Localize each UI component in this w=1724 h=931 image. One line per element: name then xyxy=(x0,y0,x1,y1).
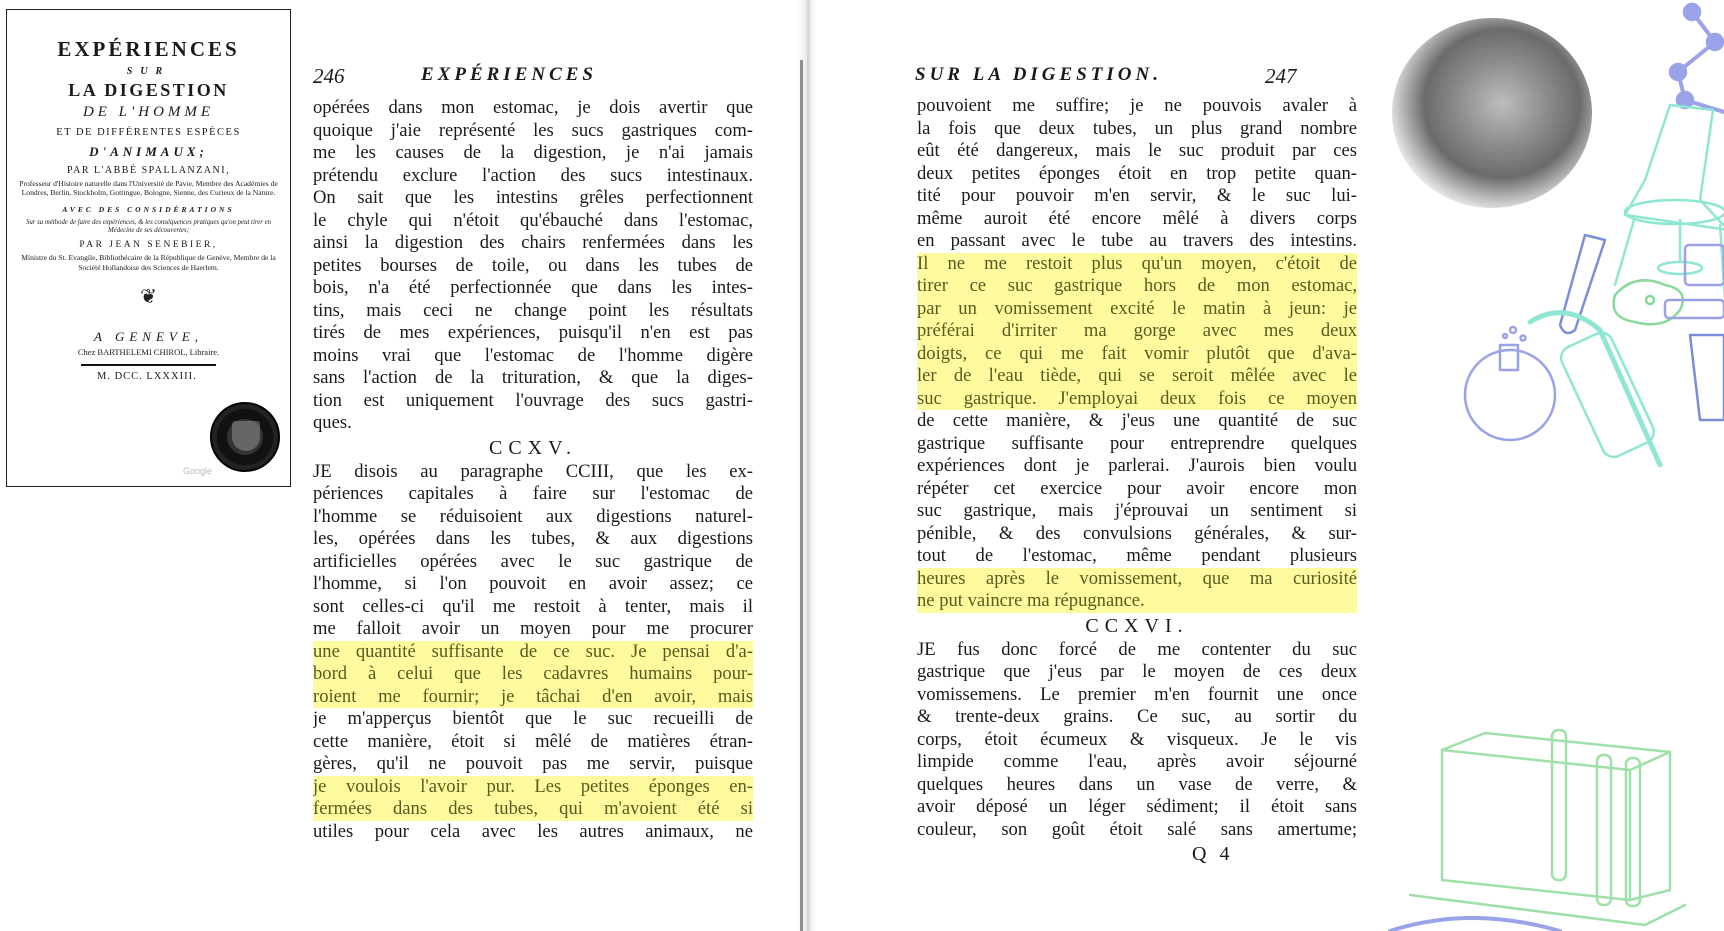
highlighted-text-line: tirer ce suc gastrique hors de mon estomac, xyxy=(917,275,1357,296)
title-page-et-de: ET DE DIFFÉRENTES ESPÉCES xyxy=(56,127,241,139)
title-page-author-titles: Professeur d'Histoire naturelle dans l'Université de Pavie, Membre des Académies de Londres, Berlin, Stockholm, Gottingue, Bologne, Sienne, des Curieux de la Nature. xyxy=(19,179,278,198)
text-line: On sait que les intestins grêles perfectionnent xyxy=(313,187,753,208)
text-line: bois, n'a été perfectionnée que dans les intes- xyxy=(313,277,753,298)
text-line: ques. xyxy=(313,412,352,433)
running-title: SUR LA DIGESTION. xyxy=(915,64,1162,85)
highlighted-text-line: suc gastrique. J'employai deux fois ce moyen xyxy=(917,387,1357,409)
text-line: quoique j'aie représenté les sucs gastriques com- xyxy=(313,119,753,141)
text-line: tion est uniquement l'ouvrage des sucs gastri- xyxy=(313,389,753,411)
left-text-block xyxy=(313,97,753,843)
title-page-de-lhomme: DE L'HOMME xyxy=(82,103,215,120)
highlighted-text-line: ler de l'eau tiède, qui se seroit mêlée avec le xyxy=(917,365,1357,386)
page-number: 247 xyxy=(1265,64,1297,88)
text-line: périences capitales à faire sur l'estomac de xyxy=(313,483,753,504)
text-line: ainsi la digestion des chairs renfermées dans les xyxy=(313,232,753,253)
section-heading: CCXV. xyxy=(489,436,577,459)
text-line: petites bourses de toile, ou dans les tubes de xyxy=(313,254,753,276)
title-page-avec: AVEC DES CONSIDÉRATIONS xyxy=(62,205,235,215)
highlighted-text-line: une quantité suffisante de ce suc. Je pensai d'a- xyxy=(313,640,753,662)
text-line: gères, qu'il ne pouvoit pas me servir, puisque xyxy=(313,753,753,774)
title-page-animaux: D'ANIMAUX; xyxy=(89,143,208,159)
running-title: EXPÉRIENCES xyxy=(421,64,597,85)
highlighted-text-line: préférai d'irriter ma gorge avec mes deux xyxy=(917,320,1357,341)
signature-mark: Q 4 xyxy=(1192,843,1234,865)
text-line: me les causes de la digestion, je n'ai jamais xyxy=(313,142,753,163)
beaker-icon xyxy=(1690,335,1724,420)
text-line: & trente-deux grains. Ce suc, au sortir du xyxy=(917,706,1357,727)
highlighted-text-line: doigts, ce qui me fait vomir plutôt que d'ava- xyxy=(917,342,1357,364)
page-edge xyxy=(800,60,803,931)
right-text-block xyxy=(917,95,1357,841)
round-flask-icon xyxy=(1465,327,1555,440)
highlighted-text-line: Il ne me restoit plus qu'un moyen, c'étoit de xyxy=(917,252,1357,274)
highlighted-text-line: ne put vaincre ma répugnance. xyxy=(917,590,1357,613)
library-stamp-icon xyxy=(210,402,280,472)
title-page-year: M. DCC. LXXXIII. xyxy=(97,371,197,383)
text-line: gastrique suffisante pour entreprendre quelques xyxy=(917,432,1357,454)
highlighted-text-line: roient me fournir; je tâchai d'en avoir, mais xyxy=(313,685,753,707)
text-line: moins vrai que l'estomac de l'homme digère xyxy=(313,344,753,366)
text-line: la fois que deux tubes, un plus grand nombre xyxy=(917,117,1357,139)
text-line: me falloit avoir un moyen pour me procurer xyxy=(313,618,753,639)
title-page-sur: SUR xyxy=(126,66,171,78)
title-page-publisher: Chez BARTHELEMI CHIROL, Libraire. xyxy=(77,346,220,357)
text-line: limpide comme l'eau, après avoir séjourné xyxy=(917,751,1357,772)
title-page-translator: PAR JEAN SENEBIER, xyxy=(79,240,218,251)
text-line: eût été dangereux, mais le suc produit par ces xyxy=(917,140,1357,161)
title-page-translator-titles: Ministre du St. Evangile, Bibliothécaire de la République de Genève, Membre de la Société Hollandoise des Sciences de Haerlem. xyxy=(21,253,276,272)
text-line: de cette manière, & j'eus une quantité de suc xyxy=(917,410,1357,431)
round-flask-base-icon xyxy=(1390,918,1560,931)
text-line: artificielles opérées avec le suc gastrique de xyxy=(313,550,753,572)
title-page-author: PAR L'ABBÉ SPALLANZANI, xyxy=(66,165,231,177)
highlighted-text-line: fermées dans des tubes, qui m'avoient été si xyxy=(313,798,753,819)
title-page-subject: LA DIGESTION xyxy=(68,80,229,101)
text-line: cette manière, étoit si mêlé de matières étran- xyxy=(313,730,753,752)
google-watermark: Google xyxy=(183,466,213,476)
microscope-icon xyxy=(1665,245,1724,318)
text-line: gastrique que j'eus par le moyen de ces deux xyxy=(917,661,1357,682)
highlighted-text-line: bord à celui que les cadavres humains pour- xyxy=(313,663,753,684)
text-line: même auroit été encore mêlé à divers corps xyxy=(917,207,1357,229)
text-line: prétendu exclure l'action des sucs intestinaux. xyxy=(313,164,753,186)
title-page-title: EXPÉRIENCES xyxy=(57,37,240,61)
text-line: en passant avec le tube au travers des intestins. xyxy=(917,230,1357,251)
text-line: tirés de mes expériences, puisqu'il n'en est pas xyxy=(313,322,753,343)
text-line: suc gastrique, mais j'éprouvai un sentiment si xyxy=(917,500,1357,521)
text-line: deux petites éponges étoit en trop petite quan- xyxy=(917,162,1357,184)
text-line: l'homme se réduisoient aux digestions naturel- xyxy=(313,505,753,527)
text-line: vomissemens. Le premier m'en fournit une once xyxy=(917,683,1357,705)
text-line: pénible, & des convulsions générales, & sur- xyxy=(917,522,1357,544)
test-tube-rack-icon xyxy=(1410,730,1685,925)
title-page-considerations: Sur sa méthode de faire des expériences, & les conséquences pratiques qu'on peut tirer en Médecine de ses découvertes; xyxy=(25,218,271,234)
text-line: corps, étoit écumeux & visqueux. Je le vis xyxy=(917,728,1357,750)
left-page xyxy=(300,0,800,931)
highlighted-text-line: je voulois l'avoir pur. Les petites éponges en- xyxy=(313,775,753,797)
text-line: je m'apperçus bientôt que le suc recueilli de xyxy=(313,708,753,729)
right-page xyxy=(815,0,1357,931)
text-line: tout de l'estomac, même pendant plusieurs xyxy=(917,545,1357,566)
title-page-place: A GENEVE, xyxy=(93,328,204,344)
lab-illustrations xyxy=(1380,0,1724,931)
text-line: JE disois au paragraphe CCIII, que les ex- xyxy=(313,460,753,482)
text-line: les, opérées dans les tubes, & aux digestions xyxy=(313,528,753,549)
highlighted-text-line: par un vomissement excité le matin à jeun: je xyxy=(917,297,1357,319)
text-line: pouvoient me suffire; je ne pouvois avaler à xyxy=(917,95,1357,116)
fleuron-ornament-icon: ❦ xyxy=(140,285,157,308)
text-line: l'homme, si l'on pouvoit en avoir assez; ce xyxy=(313,573,753,594)
text-line: couleur, son goût étoit salé sans amertume; xyxy=(917,818,1357,840)
text-line: opérées dans mon estomac, je dois avertir que xyxy=(313,97,753,118)
text-line: tins, mais ceci ne change point les résultats xyxy=(313,299,753,321)
text-line: sans l'action de la trituration, & que la diges- xyxy=(313,367,753,388)
molecule-icon xyxy=(1670,4,1724,112)
text-line: le chyle qui n'étoit qu'ébauché dans l'estomac, xyxy=(313,209,753,231)
highlighted-text-line: heures après le vomissement, que ma curiosité xyxy=(917,567,1357,589)
text-line: avoir déposé un léger sédiment; il étoit sans xyxy=(917,796,1357,817)
text-line: répéter cet exercice pour avoir encore mon xyxy=(917,477,1357,499)
wash-bottle-icon xyxy=(1530,313,1660,465)
stamp-shield-icon xyxy=(232,421,260,451)
section-heading: CCXVI. xyxy=(1085,614,1189,637)
text-line: tité pour pouvoir m'en servir, & le suc lui- xyxy=(917,185,1357,206)
text-line: expériences dont je parlerai. J'aurois bien voulu xyxy=(917,455,1357,476)
title-page-rule xyxy=(81,364,216,366)
erlenmeyer-flask-icon xyxy=(1615,105,1724,300)
page-number: 246 xyxy=(313,64,345,88)
text-line: utiles pour cela avec les autres animaux, ne xyxy=(313,820,753,842)
text-line: JE fus donc forcé de me contenter du suc xyxy=(917,638,1357,660)
text-line: quelques heures dans un vase de verre, & xyxy=(917,773,1357,795)
text-line: sont celles-ci qu'il me restoit à tenter, mais il xyxy=(313,595,753,617)
